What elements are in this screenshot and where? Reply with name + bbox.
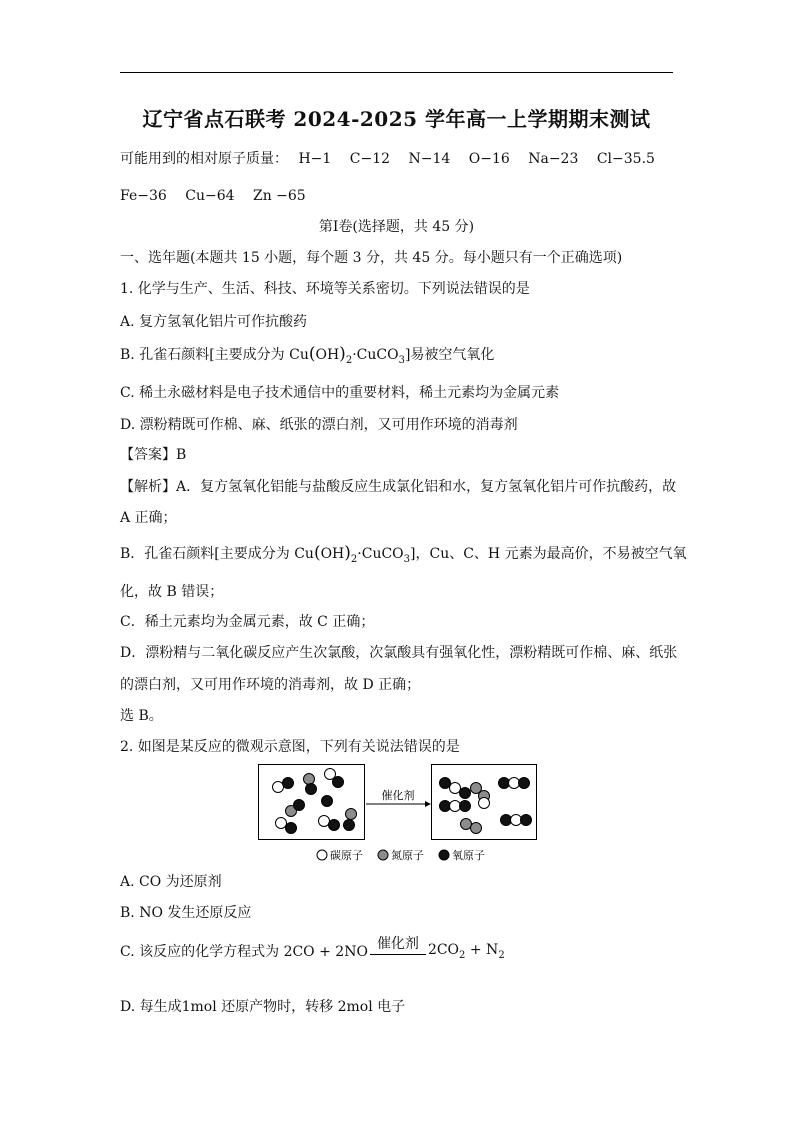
oxygen-atom [283,778,294,789]
nitrogen-atom [304,774,315,785]
products-box [432,765,537,840]
q1-conclusion: 选 B。 [120,708,163,724]
mass-zn: Zn −65 [252,188,306,204]
q1-analysis-d2: 的漂白剂，又可用作环境的消毒剂，故 D 正确； [120,677,421,693]
oxygen-atom [440,778,451,789]
oxygen-atom [322,796,333,807]
section-instructions: 一、选年题(本题共 15 小题，每个题 3 分，共 45 分。每小题只有一个正确选项) [120,250,623,266]
carbon-atom [450,801,461,812]
mass-o: O−16 [468,151,510,167]
q1-analysis-b-cont: 化，故 B 错误； [120,584,224,600]
oxygen-atom [440,801,451,812]
carbon-atom [276,818,287,829]
legend-nitrogen-icon [378,850,388,860]
legend-carbon: 碳原子 [330,849,363,862]
carbon-atom [319,816,330,827]
q1-answer: 【答案】B [120,447,187,463]
legend-oxygen-icon [439,850,449,860]
nitrogen-atom [346,809,357,820]
legend-nitrogen: 氮原子 [391,849,424,862]
nitrogen-atom [461,819,472,830]
q1-option-b: B. 孔雀石颜料[主要成分为 $Cu(OH)_2\cdot CuCO_3$]易被空气氧化 [120,344,495,366]
q2-option-a: A. CO 为还原剂 [120,874,222,890]
oxygen-atom [460,801,471,812]
q1-analysis-b: B．孔雀石颜料[主要成分为 $Cu(OH)_2\cdot CuCO_3$]，Cu、C、H 元素为最高价，不易被空气氧 [120,543,687,565]
carbon-atom [509,778,520,789]
oxygen-atom [499,778,510,789]
legend-carbon-icon [317,850,327,860]
q1-option-a: A. 复方氢氧化铝片可作抗酸药 [120,314,308,330]
mass-n: N−14 [408,151,451,167]
atomic-masses-row2 [120,187,320,205]
reaction-arrow [366,788,431,807]
q2-option-d: D. 每生成1mol 还原产物时，转移 2mol 电子 [120,999,406,1015]
top-rule [120,72,673,73]
q1-option-c: C. 稀土永磁材料是电子技术通信中的重要材料，稀土元素均为金属元素 [120,385,560,401]
q2-stem: 2. 如图是某反应的微观示意图，下列有关说法错误的是 [120,739,460,755]
atomic-masses-label: 可能用到的相对原子质量： [120,151,288,167]
mass-fe: Fe−36 [120,188,167,204]
q1-stem: 1. 化学与生产、生活、科技、环境等关系密切。下列说法错误的是 [120,281,530,297]
q2-option-b: B. NO 发生还原反应 [120,905,252,921]
oxygen-atom [501,815,512,826]
oxygen-atom [329,820,340,831]
page-title: 辽宁省点石联考 2024-2025 学年高一上学期期末测试 [142,107,651,131]
figure-legend [317,848,485,862]
carbon-atom [273,782,284,793]
q1-analysis-d1: D．漂粉精与二氧化碳反应产生次氯酸，次氯酸具有强氧化性，漂粉精既可作棉、麻、纸张 [120,645,678,661]
carbon-atom [479,798,490,809]
carbon-atom [511,815,522,826]
oxygen-atom [294,800,305,811]
nitrogen-atom [471,823,482,834]
mass-cl: Cl−35.5 [596,151,655,167]
q1-analysis-c: C．稀土元素均为金属元素，故 C 正确； [120,614,375,630]
mass-c: C−12 [349,151,391,167]
reaction-diagram [258,764,538,866]
mass-cu: Cu−64 [185,188,235,204]
oxygen-atom [460,788,471,799]
arrow-catalyst-label: 催化剂 [381,789,415,802]
reactants-box [259,765,365,840]
oxygen-atom [333,777,344,788]
oxygen-atom [344,820,355,831]
q1-analysis-line2: A 正确； [120,510,177,526]
oxygen-atom [306,784,317,795]
atomic-masses-row1 [120,150,669,168]
mass-h: H−1 [298,151,332,167]
q1-option-d: D. 漂粉精既可作棉、麻、纸张的漂白剂，又可用作环境的消毒剂 [120,417,518,433]
oxygen-atom [519,778,530,789]
section-title: 第Ⅰ卷(选择题，共 45 分) [318,219,475,235]
oxygen-atom [521,815,532,826]
carbon-atom [450,783,461,794]
q1-analysis-line1: 【解析】A．复方氢氧化铝能与盐酸反应生成氯化铝和水，复方氢氧化铝片可作抗酸药，故 [120,479,677,495]
q2-option-c: C. 该反应的化学方程式为 2CO + 2NO 催化剂 $2CO_2 + N_2$ [120,936,505,961]
mass-na: Na−23 [528,151,579,167]
catalyst-arrow: 催化剂 [370,937,426,961]
legend-oxygen: 氧原子 [452,849,485,862]
oxygen-atom [286,823,297,834]
